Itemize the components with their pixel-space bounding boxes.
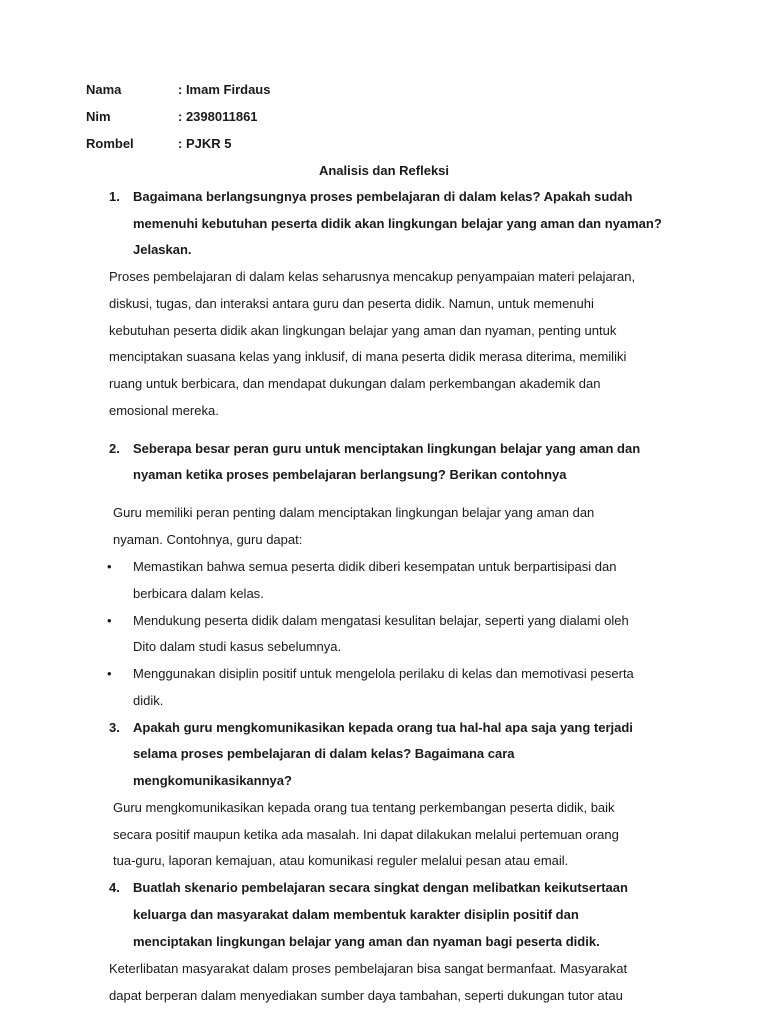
answer-3-line: Guru mengkomunikasikan kepada orang tua tentang perkembangan peserta didik, baik [113,800,615,815]
nim-label: Nim [86,109,111,124]
rombel-value: : PJKR 5 [178,136,232,151]
name-value: : Imam Firdaus [178,82,271,97]
answer-2-line: nyaman. Contohnya, guru dapat: [113,532,303,547]
answer-4-line: dapat berperan dalam menyediakan sumber daya tambahan, seperti dukungan tutor atau [109,988,623,1003]
bullet-item-line: didik. [133,693,164,708]
answer-3-line: secara positif maupun ketika ada masalah. Ini dapat dilakukan melalui pertemuan orang [113,827,619,842]
bullet-icon: • [107,666,112,681]
bullet-icon: • [107,559,112,574]
question-1-line: memenuhi kebutuhan peserta didik akan lingkungan belajar yang aman dan nyaman? [133,216,662,231]
answer-1-line: emosional mereka. [109,403,219,418]
bullet-item-line: Memastikan bahwa semua peserta didik diberi kesempatan untuk berpartisipasi dan [133,559,617,574]
bullet-item-line: Dito dalam studi kasus sebelumnya. [133,639,342,654]
question-1-line: Jelaskan. [133,242,192,257]
bullet-item-line: Menggunakan disiplin positif untuk mengelola perilaku di kelas dan memotivasi peserta [133,666,634,681]
bullet-icon: • [107,613,112,628]
answer-1-line: diskusi, tugas, dan interaksi antara guru dan peserta didik. Namun, untuk memenuhi [109,296,594,311]
question-4-line: menciptakan lingkungan belajar yang aman dan nyaman bagi peserta didik. [133,934,600,949]
question-1-number: 1. [109,189,120,204]
rombel-label: Rombel [86,136,134,151]
answer-1-line: Proses pembelajaran di dalam kelas seharusnya mencakup penyampaian materi pelajaran, [109,269,636,284]
question-4-line: Buatlah skenario pembelajaran secara singkat dengan melibatkan keikutsertaan [133,880,628,895]
question-4-line: keluarga dan masyarakat dalam membentuk karakter disiplin positif dan [133,907,579,922]
question-2-number: 2. [109,441,120,456]
question-2-line: nyaman ketika proses pembelajaran berlangsung? Berikan contohnya [133,467,567,482]
question-2-line: Seberapa besar peran guru untuk menciptakan lingkungan belajar yang aman dan [133,441,641,456]
answer-1-line: kebutuhan peserta didik akan lingkungan belajar yang aman dan nyaman, penting untuk [109,323,617,338]
nim-value: : 2398011861 [178,109,258,124]
question-3-line: Apakah guru mengkomunikasikan kepada orang tua hal-hal apa saja yang terjadi [133,720,633,735]
name-label: Nama [86,82,122,97]
document-title: Analisis dan Refleksi [318,163,450,178]
answer-1-line: menciptakan suasana kelas yang inklusif, di mana peserta didik merasa diterima, memiliki [109,349,627,364]
bullet-item-line: berbicara dalam kelas. [133,586,264,601]
question-1-line: Bagaimana berlangsungnya proses pembelajaran di dalam kelas? Apakah sudah [133,189,633,204]
answer-2-line: Guru memiliki peran penting dalam menciptakan lingkungan belajar yang aman dan [113,505,595,520]
answer-3-line: tua-guru, laporan kemajuan, atau komunikasi reguler melalui pesan atau email. [113,853,569,868]
question-3-number: 3. [109,720,120,735]
question-3-line: mengkomunikasikannya? [133,773,292,788]
answer-1-line: ruang untuk berbicara, dan mendapat dukungan dalam perkembangan akademik dan [109,376,601,391]
bullet-item-line: Mendukung peserta didik dalam mengatasi kesulitan belajar, seperti yang dialami oleh [133,613,629,628]
question-4-number: 4. [109,880,120,895]
question-3-line: selama proses pembelajaran di dalam kelas? Bagaimana cara [133,746,515,761]
answer-4-line: Keterlibatan masyarakat dalam proses pembelajaran bisa sangat bermanfaat. Masyarakat [109,961,628,976]
